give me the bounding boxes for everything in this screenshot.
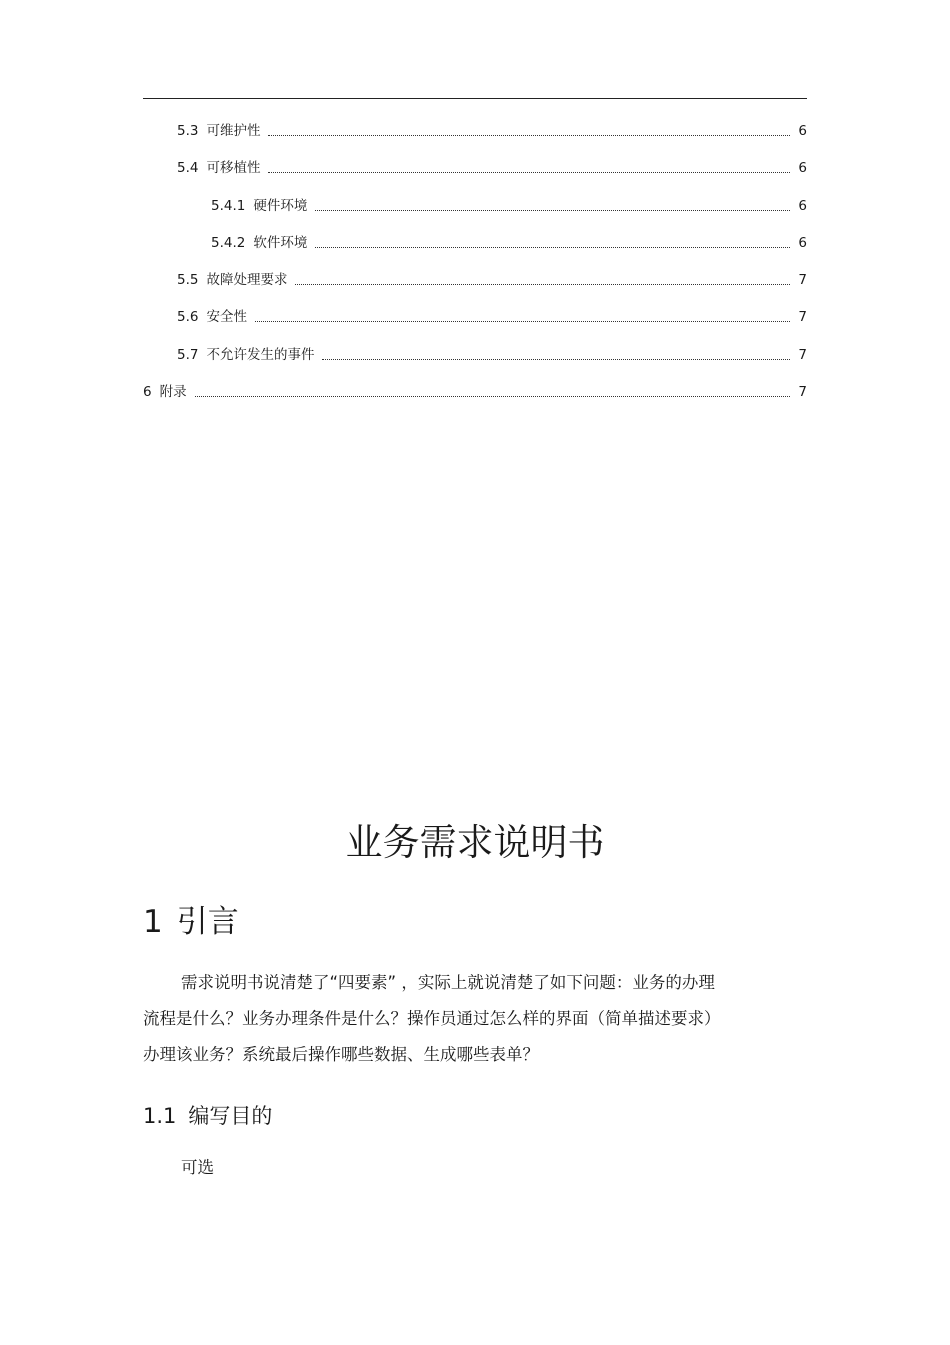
paragraph-line: 需求说明书说清楚了“四要素” ，实际上就说清楚了如下问题：业务的办理 [181, 973, 715, 992]
section-title: 引言 [176, 904, 239, 940]
toc-dot-leader [255, 320, 790, 322]
section-body-text: 可选 [181, 1158, 214, 1177]
toc-entry-5-4-2[interactable] [211, 233, 807, 253]
toc-number: 5.4.1 [211, 198, 246, 214]
paragraph-line: 流程是什么？业务办理条件是什么？操作员通过怎么样的界面（简单描述要求） [143, 1009, 721, 1028]
toc-number: 5.6 [177, 309, 199, 325]
toc-dot-leader [315, 246, 790, 248]
toc-page-number: 6 [798, 235, 807, 251]
toc-page-number: 6 [798, 123, 807, 139]
section-heading-1-1 [143, 1099, 272, 1133]
toc-title: 可移植性 [206, 160, 261, 176]
toc-title: 软件环境 [253, 235, 308, 251]
toc-number: 6 [143, 384, 152, 400]
toc-number: 5.7 [177, 347, 199, 363]
toc-entry-5-4[interactable] [177, 158, 807, 178]
toc-entry-5-4-1[interactable] [211, 196, 807, 216]
toc-title: 故障处理要求 [206, 272, 288, 288]
toc-title: 硬件环境 [253, 198, 308, 214]
toc-title: 附录 [159, 384, 187, 400]
toc-page-number: 7 [798, 272, 807, 288]
toc-page-number: 7 [798, 309, 807, 325]
toc-entry-5-6[interactable] [177, 307, 807, 327]
toc-dot-leader [268, 171, 790, 173]
toc-entry-6[interactable] [143, 382, 807, 402]
toc-title: 可维护性 [206, 123, 261, 139]
toc-entry-5-3[interactable] [177, 121, 807, 141]
toc-dot-leader [322, 358, 790, 360]
toc-page-number: 6 [798, 198, 807, 214]
section-title: 编写目的 [188, 1104, 273, 1128]
toc-dot-leader [295, 283, 790, 285]
section-number: 1.1 [143, 1104, 177, 1128]
toc-entry-5-7[interactable] [177, 345, 807, 365]
toc-number: 5.3 [177, 123, 199, 139]
toc-entry-5-5[interactable] [177, 270, 807, 290]
section-heading-1 [143, 898, 239, 946]
toc-dot-leader [195, 395, 791, 397]
toc-page-number: 7 [798, 384, 807, 400]
toc-dot-leader [315, 209, 790, 211]
header-rule [143, 98, 807, 99]
toc-page-number: 7 [798, 347, 807, 363]
toc-title: 安全性 [206, 309, 247, 325]
toc-number: 5.4.2 [211, 235, 246, 251]
toc-number: 5.4 [177, 160, 199, 176]
toc-dot-leader [268, 134, 790, 136]
toc-number: 5.5 [177, 272, 199, 288]
toc-page-number: 6 [798, 160, 807, 176]
paragraph-line: 办理该业务？系统最后操作哪些数据、生成哪些表单？ [143, 1045, 539, 1064]
section-number: 1 [143, 904, 163, 940]
intro-paragraph [143, 965, 807, 1073]
document-title: 业务需求说明书 [345, 821, 605, 864]
toc-title: 不允许发生的事件 [206, 347, 315, 363]
